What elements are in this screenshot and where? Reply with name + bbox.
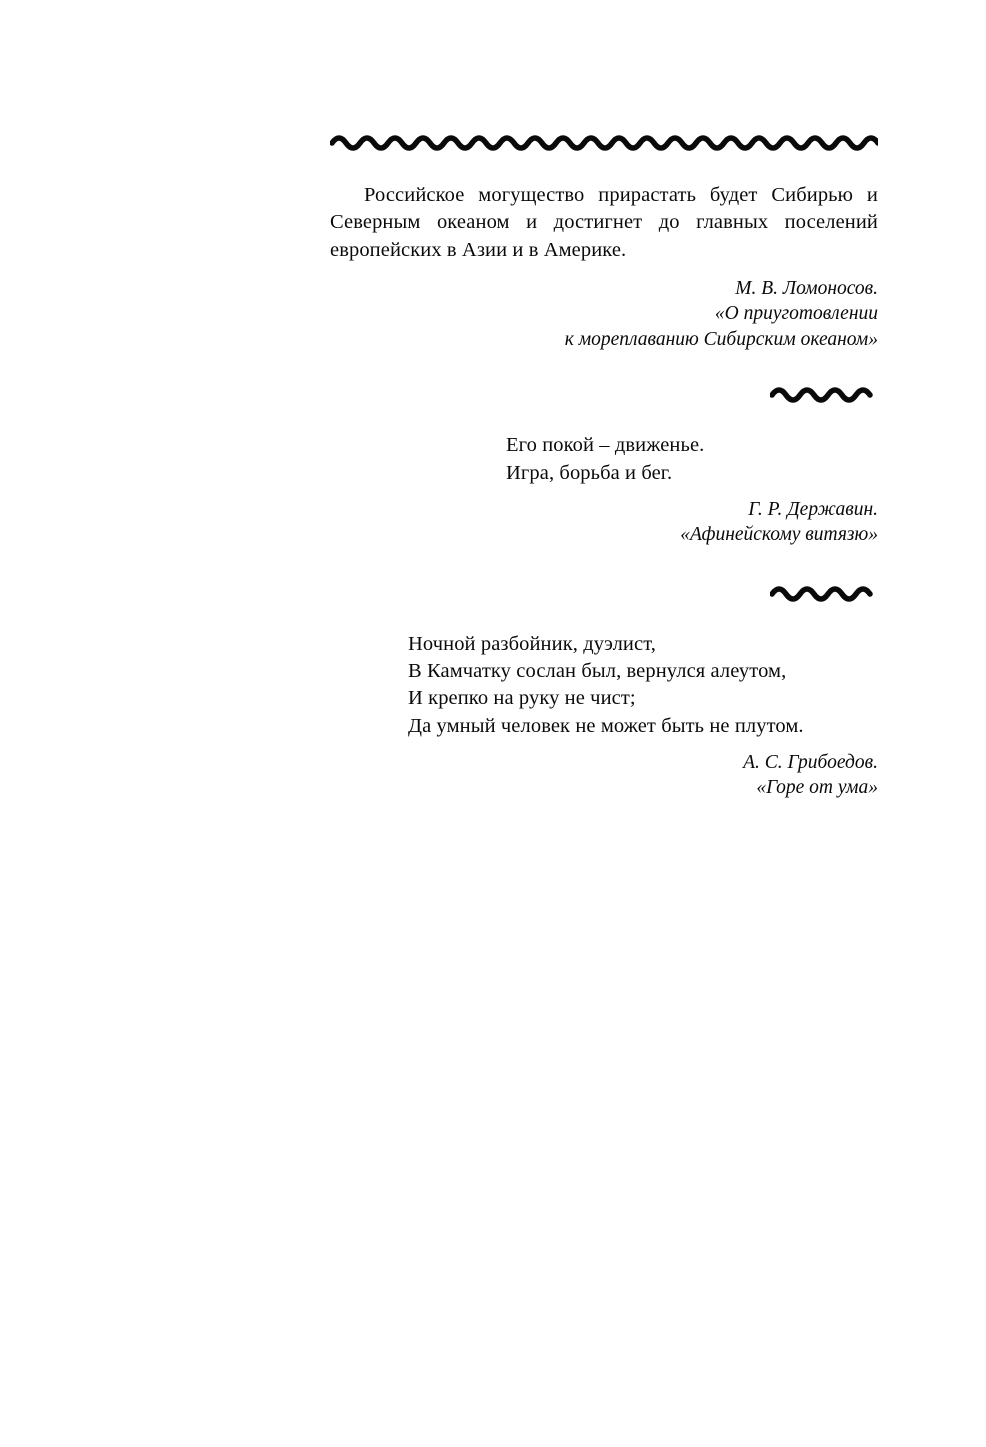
epigraph-derzhavin <box>330 432 878 548</box>
epigraph-attribution-line: «Афинейскому витязю» <box>680 524 878 546</box>
epigraph-attribution-line: «О приуготовлении <box>714 303 878 325</box>
epigraph-text-line: Его покой – движенье. <box>506 434 705 457</box>
epigraph-text-line: Игра, борьба и бег. <box>506 461 673 484</box>
epigraph-attribution-line: «Горе от ума» <box>756 777 878 799</box>
epigraph-attribution-line: А. С. Грибоедов. <box>743 751 878 773</box>
wavy-line-ornament <box>770 581 878 607</box>
wavy-line-ornament <box>330 130 878 156</box>
wavy-line-ornament <box>770 382 878 408</box>
epigraph-attribution-line: Г. Р. Державин. <box>748 498 878 520</box>
epigraph-text: Российское могущество прирастать будет Сибирью и Северным океаном и достигнет до главных поселений европейских в Азии и в Америке. <box>330 184 878 261</box>
epigraph-column <box>330 130 878 801</box>
epigraph-lomonosov <box>330 182 878 352</box>
epigraph-text-line: Да умный человек не может быть не плутом. <box>408 714 804 737</box>
epigraph-text-line: И крепко на руку не чист; <box>408 687 636 710</box>
epigraph-text-line: В Камчатку сослан был, вернулся алеутом, <box>408 660 787 683</box>
epigraph-griboedov <box>330 631 878 801</box>
epigraph-attribution-line: М. В. Ломоносов. <box>735 277 878 299</box>
epigraph-attribution-line: к мореплаванию Сибирским океаном» <box>564 328 878 350</box>
epigraph-text-line: Ночной разбойник, дуэлист, <box>408 632 656 655</box>
